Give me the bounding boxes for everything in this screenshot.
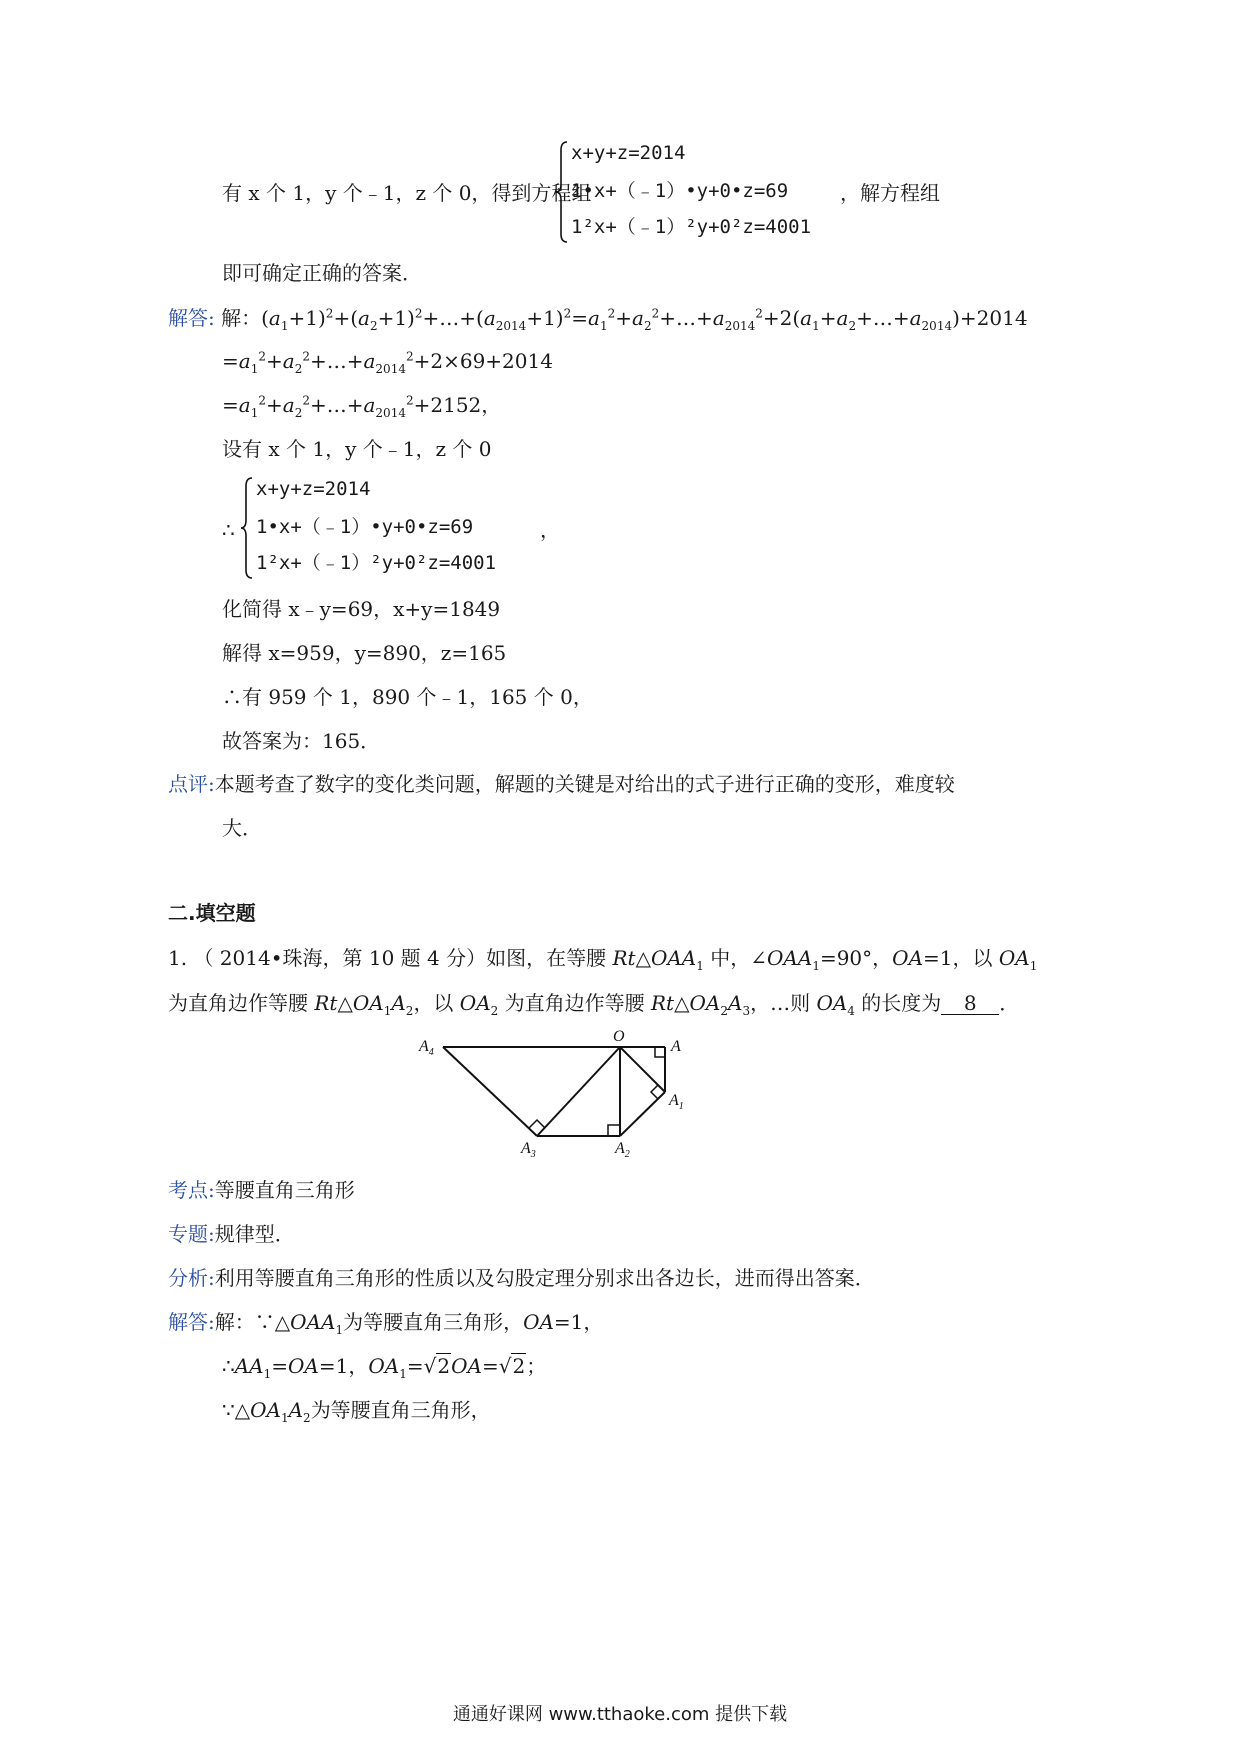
solution2-suffix: 为等腰直角三角形， [343, 1310, 524, 1334]
section-heading: 二.填空题 [168, 901, 256, 925]
system-row-3: 1²x+（﹣1）²y+0²z=4001 [571, 216, 812, 238]
question-lead: 1. （ 2014•珠海，第 10 题 4 分）如图，在等腰 [168, 946, 613, 970]
comment-text: 本题考查了数字的变化类问题，解题的关键是对给出的式子进行正确的变形，难度较 [214, 772, 955, 796]
comment-line-1 [168, 771, 955, 797]
equation-system-2 [240, 476, 540, 580]
answer-line-2: $=a_1^2+a_2^2+\dots+a_{2014}^2+2\times 69+2014$ [222, 349, 553, 376]
intro-line [222, 180, 591, 206]
answer-label-2: 解答: [168, 1310, 215, 1334]
line-A4-A3 [443, 1047, 537, 1136]
therefore-symbol: ∴ [222, 518, 235, 542]
system2-row-1: x+y+z=2014 [256, 478, 371, 500]
zhuanti-line [168, 1221, 295, 1247]
intro-cont: 即可确定正确的答案． [222, 261, 422, 285]
intro-before: 有 x 个 1，y 个﹣1，z 个 0，得到方程组 [222, 181, 592, 205]
system-row-1: x+y+z=2014 [571, 142, 686, 164]
label-A4: $A_4$ [419, 1038, 434, 1058]
solution2-line-2: $\therefore AA_1=OA=1$，$OA_1=√2OA=√2$； [222, 1354, 547, 1381]
answer-line-7: 解得 x=959，y=890，z=165 [222, 641, 507, 665]
right-angle-mark-A [655, 1047, 665, 1057]
label-A1: $A_1$ [669, 1092, 684, 1112]
zhuanti-text: 规律型． [214, 1222, 295, 1246]
label-O: O [613, 1028, 625, 1045]
answer-line-1: 解答: 解：$(a_1+1)^2+(a_2+1)^2+\dots+(a_{2014}+1)^2=a_1^2+a_2^2+\dots+a_{2014}^2+2(a_1+a_2+\dots+a_{2014})+2014$ [168, 306, 1028, 333]
label-A2: $A_2$ [615, 1140, 630, 1160]
system2-row-2: 1•x+（﹣1）•y+0•z=69 [256, 516, 474, 538]
answer-line-3: $=a_1^2+a_2^2+\dots+a_{2014}^2+2152$， [222, 393, 502, 420]
answer-line-9: 故答案为：165． [222, 729, 381, 753]
fenxi-text: 利用等腰直角三角形的性质以及勾股定理分别求出各边长，进而得出答案． [214, 1266, 875, 1290]
label-A: A [671, 1038, 681, 1055]
line-A3-O [537, 1047, 620, 1136]
fenxi-line [168, 1265, 875, 1291]
question-end: 的长度为 [854, 991, 942, 1015]
footer: 通通好课网 www.tthaoke.com 提供下载 [452, 1704, 788, 1725]
comment-line-2: 大． [222, 816, 262, 840]
fenxi-label: 分析: [168, 1266, 215, 1290]
kaodian-text: 等腰直角三角形 [214, 1178, 355, 1202]
question-line-2: 为直角边作等腰 $Rt\triangle OA_1A_2$，以 $OA_2$ 为直角边作等腰 $Rt\triangle OA_2A_3$，…则 $OA_4$ 的长度为 8 ． [168, 991, 1020, 1018]
system2-row-3: 1²x+（﹣1）²y+0²z=4001 [256, 552, 497, 574]
comment-label: 点评: [168, 772, 215, 796]
answer-line-4: 设有 x 个 1，y 个﹣1，z 个 0 [222, 437, 492, 461]
solution2-line-3: $\because\triangle OA_1A_2$为等腰直角三角形， [222, 1398, 491, 1425]
solution2-line-1: 解答:解：$\because\triangle OAA_1$为等腰直角三角形，OA=1， [168, 1310, 604, 1337]
answer-line-8: ∴有 959 个 1，890 个﹣1，165 个 0， [222, 685, 593, 709]
equation-system-1 [555, 140, 855, 244]
answer-blank: 8 [941, 992, 999, 1015]
kaodian-line [168, 1177, 355, 1203]
question-line-1: 1. （ 2014•珠海，第 10 题 4 分）如图，在等腰 $Rt\triangle OAA_1$ 中，$\angle OAA_1=90^\circ$，OA=1，以 $OA_1$ [168, 946, 1038, 973]
zhuanti-label: 专题: [168, 1222, 215, 1246]
label-A3: $A_3$ [521, 1140, 536, 1160]
solution2-line3-suffix: 为等腰直角三角形， [310, 1398, 491, 1422]
geometry-figure [415, 1025, 705, 1170]
intro-after: ，解方程组 [840, 181, 940, 205]
after-system: ， [540, 518, 560, 542]
solution2-prefix: 解：∵△ [214, 1310, 291, 1334]
right-angle-mark-A2 [608, 1125, 620, 1136]
left-brace-icon [240, 476, 254, 580]
left-brace-icon [555, 140, 569, 244]
right-angle-mark-A3 [529, 1120, 545, 1128]
answer-line-6: 化简得 x﹣y=69，x+y=1849 [222, 597, 501, 621]
answer-prefix: 解： [221, 306, 262, 330]
system-row-2: 1•x+（﹣1）•y+0•z=69 [571, 180, 789, 202]
kaodian-label: 考点: [168, 1178, 215, 1202]
right-angle-mark-A1 [651, 1085, 658, 1099]
answer-label: 解答: [168, 306, 215, 330]
